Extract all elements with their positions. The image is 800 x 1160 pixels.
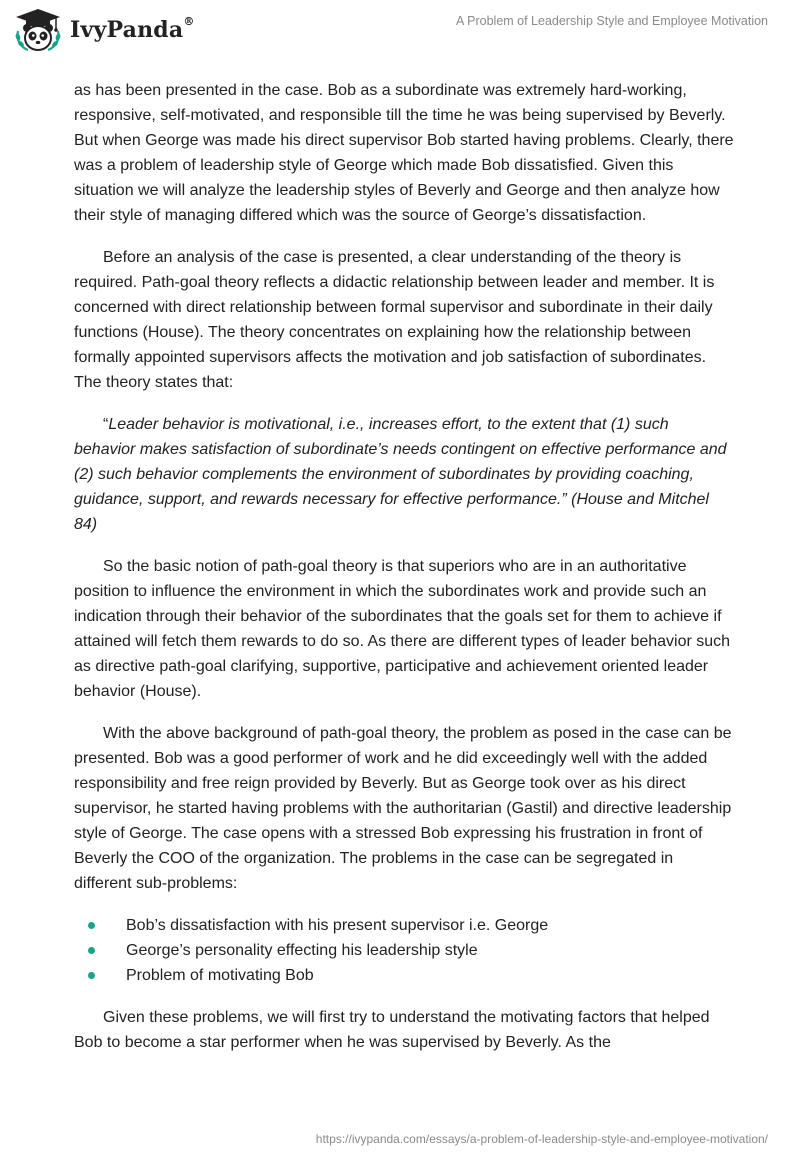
- bullet-dot-icon: [88, 947, 95, 954]
- brand-name: IvyPanda®: [70, 15, 195, 43]
- bullet-dot-icon: [88, 972, 95, 979]
- list-item: Problem of motivating Bob: [74, 963, 734, 988]
- source-url[interactable]: https://ivypanda.com/essays/a-problem-of-leadership-style-and-employee-motivation/: [315, 1132, 768, 1146]
- essay-body: [74, 78, 734, 1072]
- paragraph: Before an analysis of the case is presented, a clear understanding of the theory is required. Path-goal theory reflects a didactic relationship between leader and member. It is concerned with direct relationship between formal supervisor and subordinate in their daily functions (House). The theory concentrates on explaining how the relationship between formally appointed supervisors affects the motivation and job satisfaction of subordinates. The theory states that:: [74, 249, 715, 391]
- sub-problems-list: [74, 913, 734, 988]
- paragraph: With the above background of path-goal theory, the problem as posed in the case can be presented. Bob was a good performer of work and he did exceedingly well with the added responsibility and free reign provided by Beverly. But as George took over as his direct supervisor, he started having problems with the authoritarian (Gastil) and directive leadership style of George. The case opens with a stressed Bob expressing his frustration in front of Beverly the COO of the organization. The problems in the case can be segregated in different sub-problems:: [74, 725, 732, 892]
- list-item: George’s personality effecting his leadership style: [74, 938, 734, 963]
- document-title: A Problem of Leadership Style and Employee Motivation: [456, 14, 768, 28]
- ivypanda-logo[interactable]: [12, 7, 195, 53]
- bullet-dot-icon: [88, 922, 95, 929]
- paragraph: Given these problems, we will first try to understand the motivating factors that helped Bob to become a star performer when he was supervised by Beverly. As the: [74, 1009, 710, 1051]
- quote-open-mark: “: [103, 416, 109, 433]
- page-header: [0, 0, 800, 70]
- panda-graduate-icon: [12, 7, 64, 53]
- block-quote: [74, 412, 734, 537]
- list-item: Bob’s dissatisfaction with his present supervisor i.e. George: [74, 913, 734, 938]
- paragraph: as has been presented in the case. Bob as a subordinate was extremely hard-working, responsive, self-motivated, and responsible till the time he was being supervised by Beverly. But when George was made his direct supervisor Bob started having problems. Clearly, there was a problem of leadership style of George which made Bob dissatisfied. Given this situation we will analyze the leadership styles of Beverly and George and then analyze how their style of managing differed which was the source of George’s dissatisfaction.: [74, 82, 734, 224]
- quote-text: Leader behavior is motivational, i.e., increases effort, to the extent that (1) such behavior makes satisfaction of subordinate’s needs contingent on effective performance and (2) such behavior complements the environment of subordinates by providing coaching, guidance, support, and rewards necessary for effective performance.” (House and Mitchel 84): [74, 416, 727, 533]
- paragraph: So the basic notion of path-goal theory is that superiors who are in an authoritative position to influence the environment in which the subordinates work and provide such an indication through their behavior of the subordinates that the goals set for them to achieve if attained will fetch them rewards to do so. As there are different types of leader behavior such as directive path-goal clarifying, supportive, participative and achievement oriented leader behavior (House).: [74, 558, 731, 700]
